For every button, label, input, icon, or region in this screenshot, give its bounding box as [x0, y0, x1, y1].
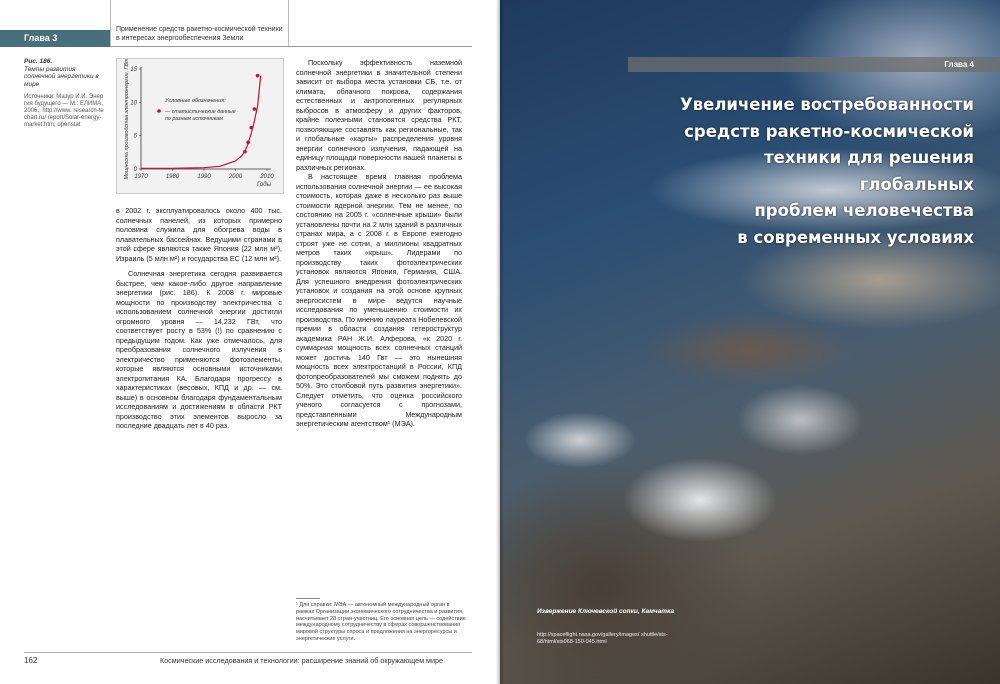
- chart-panel: [116, 58, 284, 194]
- y-tick-label: 5: [133, 133, 137, 140]
- gutter-shadow: [496, 0, 504, 684]
- y-tick-label: 0: [133, 167, 137, 173]
- y-tick-label: 10: [130, 100, 137, 107]
- footnote-rule: [296, 598, 320, 599]
- figure-source: Источники: Мазур И.И. Энергия будущего — М.: ЕЛИМА, 2006.; http://www. research-techart.ru/ report/Solar-energy-market.htm; openstat: [24, 94, 104, 128]
- x-tick-label: 1990: [197, 174, 211, 180]
- x-tick-label: 1980: [165, 174, 180, 180]
- title-line: в современных условиях: [737, 227, 974, 247]
- chapter-tab: Глава 3: [0, 30, 110, 47]
- y-tick-label: 15: [130, 67, 137, 73]
- x-tick-label: 1970: [134, 174, 148, 180]
- text-column-right: [296, 58, 462, 429]
- photo-source: http://spaceflight.nasa.gov/gallery/images/ shuttle/sts-68/html/sts068-150-045.html: [537, 632, 668, 645]
- header-divider: [110, 0, 111, 47]
- x-axis-label: Годы: [257, 182, 271, 188]
- figure-number: Рис. 186.: [24, 58, 53, 65]
- photo-caption: Извержение Ключевской сопки, Камчатка: [537, 608, 675, 615]
- page-number: 162: [24, 656, 38, 665]
- x-tick-label: 2000: [228, 174, 243, 180]
- header-rule: [110, 46, 472, 47]
- footer-rule: [24, 652, 472, 653]
- paragraph: В настоящее время главная проблема использования солнечной энергии — ее высокая стоимость, которая даже в несколько раз выше стоимости ядерной энергии. Тем не менее, по состоянию на 2005 г. «солнечные крыши» были установлены почти на 2 млн зданий в различных странах мира, а с 2008 г. в Европе ежегодно строят уже не сотни, а миллионы квадратных метров таких «крыш». Лидерами по производству таких фотоэлектрических установок являются Япония, Германия, США. Для успешного внедрения фотоэлектрических установок и создания на этой основе крупных энергосистем в мире ведутся научные исследования по уменьшению стоимости их производства. По мнению лауреата Нобелевской премии в области создания гетероструктур академика РАН Ж.И. Алферова, «к 2020 г. суммарная мощность всех солнечных станций может достичь 140 Гвт — это нынешняя мощность всех электростанций в России, КПД фотопреобразователей мы сможем поднять до 50%. Это столбовой путь развития энергетики». Следует отметить, что оценка российского ученого согласуется с прогнозами, представленными Международным энергетическим агентством¹ (МЭА).: [296, 172, 462, 428]
- data-point: [249, 126, 253, 130]
- data-point: [256, 74, 260, 78]
- chapter-label: Глава 4: [944, 60, 974, 69]
- paragraph: Поскольку эффективность наземной солнечной энергетики в значительной степени зависит от выбора места установки СБ, т.е. от климата, облачного покрова, содержания естественных и антропогенных регулярных выбросов в атмосферу и других факторов, крайне полезными становятся средства РКТ, позволяющие составлять как региональные, так и глобальные «карты» распределения уровня энергии солнечного излучения, падающей на единицу площади поверхности нашей планеты в различных регионах.: [296, 58, 462, 172]
- solar-growth-chart: [117, 59, 283, 193]
- header-divider: [288, 0, 289, 47]
- title-line: средств ракетно-космической: [684, 121, 974, 141]
- legend-text: — статистические данные по разным источникам: [165, 109, 236, 122]
- paragraph: Солнечная энергетика сегодня развивается быстрее, чем какое-либо другое направление энергетики (рис. 186). К 2008 г. мировые мощности по производству электричества с использованием солнечной энергии достигли огромного уровня — 14,232 ГВт, что соответствует росту в 53% (!) по сравнению с предыдущим годом. Как уже отмечалось, для преобразования солнечного излучения в электричество применяются фотоэлементы, которые являются основными источниками электропитания КА. Благодаря прогрессу в характеристиках (весовых, КПД и др. — см. выше) в основном благодаря фундаментальным исследованиям и достижениям в области РКТ производство этих элементов выросло за последние двадцать лет в 40 раз.: [116, 269, 282, 430]
- figure-caption: [24, 58, 104, 129]
- chapter-title: [654, 92, 974, 251]
- data-point: [253, 107, 257, 111]
- legend-title: Условные обозначения:: [165, 98, 226, 104]
- title-line: Увеличение востребованности: [679, 95, 974, 114]
- running-foot: Космические исследования и технологии: расширение знаний об окружающем мире: [160, 656, 443, 665]
- title-line: проблем человечества: [754, 201, 974, 220]
- legend-marker: [157, 109, 161, 113]
- text-column-left: [116, 206, 282, 437]
- data-point: [243, 150, 247, 154]
- running-head: Применение средств ракетно-космической техники в интересах энергообеспечения Земли: [116, 26, 283, 42]
- title-line: техники для решения глобальных: [764, 148, 974, 194]
- x-tick-label: 2010: [260, 174, 274, 180]
- paragraph: в 2002 г. эксплуатировалось около 400 тыс. солнечных панелей, из которых примерно половина служила для обогрева воды в плавательных бассейнах. Ведущими странами в этой сфере являются также Япония (22 млн м²), Израиль (5 млн м²) и государства ЕС (12 млн м²).: [116, 206, 282, 263]
- figure-description: Темпы развития солнечной энергетики в мире: [24, 65, 99, 88]
- growth-curve: [141, 76, 261, 169]
- y-axis-label: Мощность производства электроэнергии, ГВт: [124, 59, 130, 180]
- footnote: ¹ Для справки: МЭА — автономный международный орган в рамках Организации экономического сотрудничества и развития, насчитывает 28 стран-участниц. Его основная цель — содействие международному сотрудничеству в сферах совершенствования мировой структуры спроса и предложения на энергоресурсы и энергетические услуги.: [296, 602, 466, 642]
- right-page-photo: [500, 0, 1000, 684]
- data-point: [246, 141, 250, 145]
